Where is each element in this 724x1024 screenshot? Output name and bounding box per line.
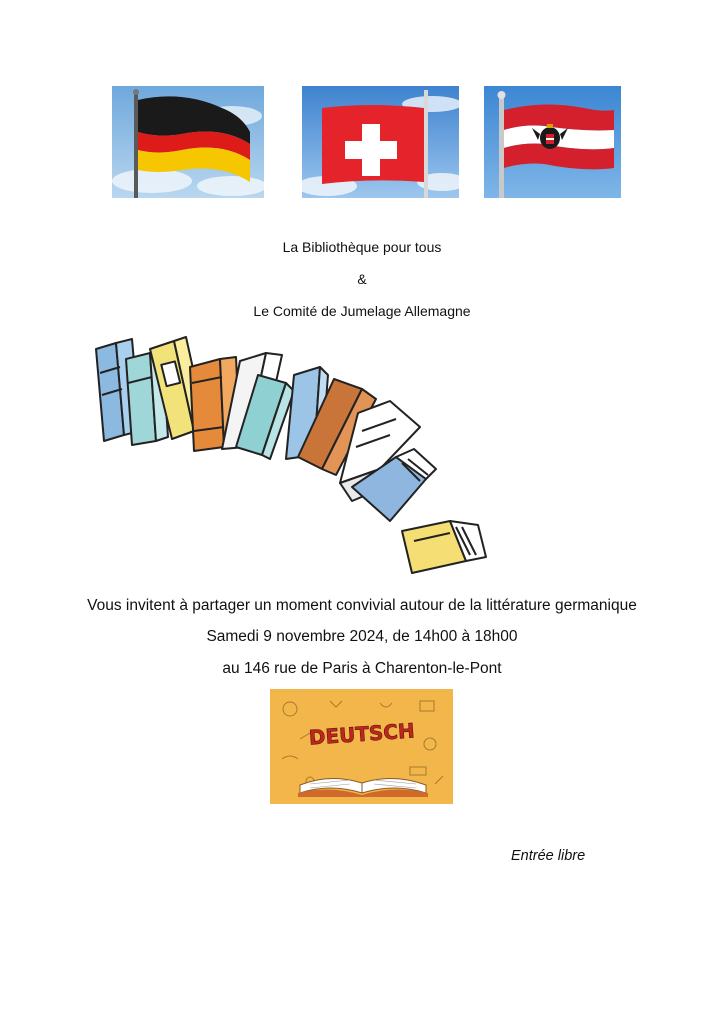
falling-books-illustration [90, 335, 500, 583]
book-open-yellow-icon [402, 521, 486, 573]
deutsch-word: DEUTSCH [308, 718, 416, 750]
organizer-twinning-committee: Le Comité de Jumelage Allemagne [253, 303, 471, 319]
event-address: au 146 rue de Paris à Charenton-le-Pont [222, 660, 502, 677]
invitation-text: Vous invitent à partager un moment convivial autour de la littérature germanique [87, 597, 637, 614]
event-date-time: Samedi 9 novembre 2024, de 14h00 à 18h00 [206, 628, 518, 645]
germany-flag-icon [112, 86, 264, 198]
ampersand: & [357, 271, 367, 287]
organizer-library: La Bibliothèque pour tous [282, 239, 442, 255]
austria-flag-icon [484, 86, 621, 198]
deutsch-book-illustration [270, 689, 453, 804]
switzerland-flag-icon [302, 86, 459, 198]
free-entry-label: Entrée libre [511, 848, 586, 864]
